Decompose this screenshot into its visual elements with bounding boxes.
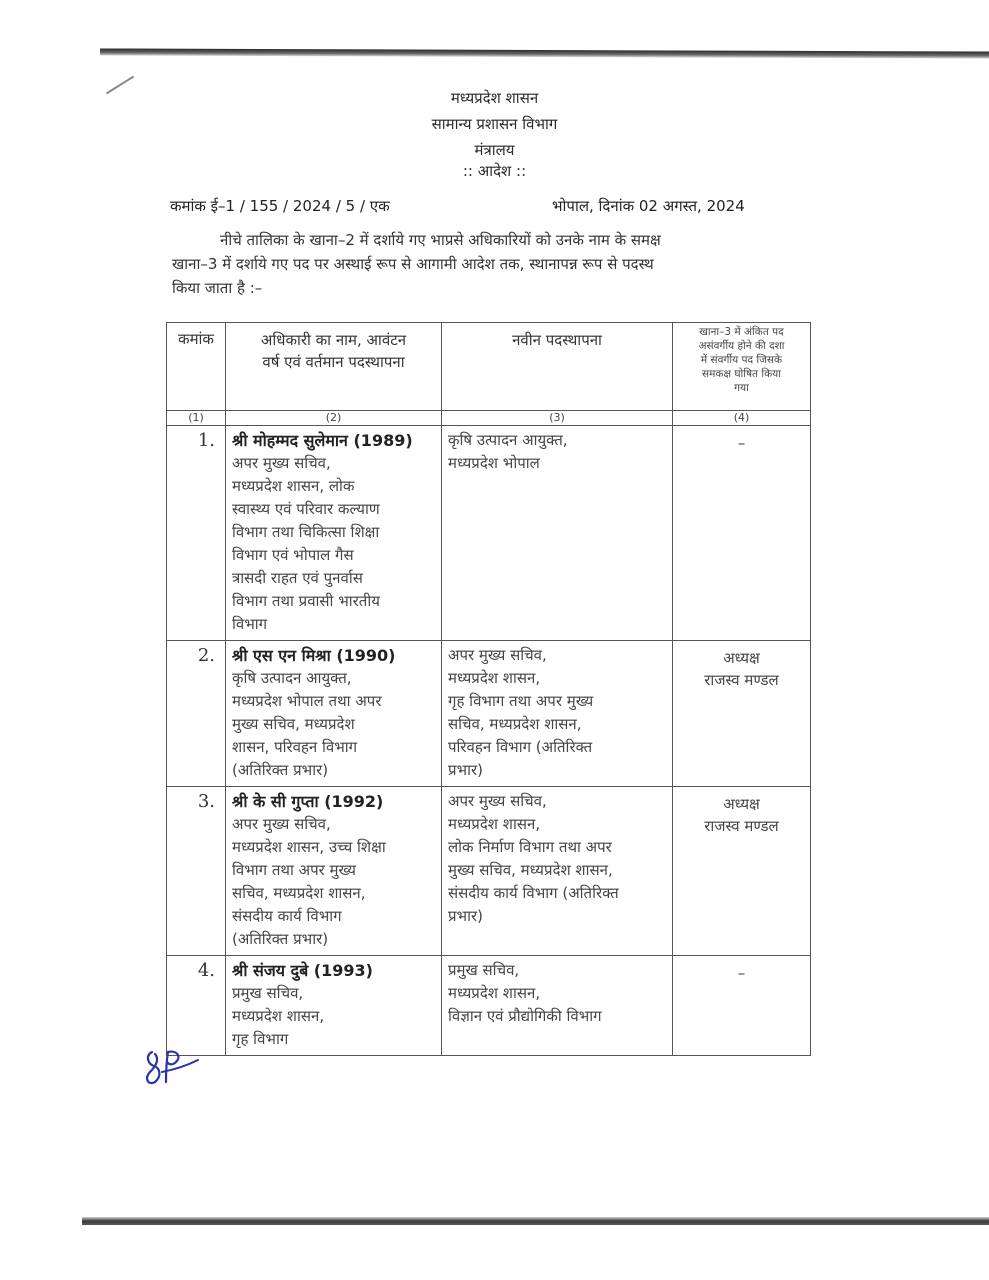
column-number: (2)	[226, 411, 442, 426]
officer-cell	[226, 956, 442, 1056]
department-name: सामान्य प्रशासन विभाग	[431, 115, 558, 133]
officer-name: श्री मोहम्मद सुलेमान (1989)	[232, 431, 413, 450]
new-post-line: मुख्य सचिव, मध्यप्रदेश शासन,	[448, 861, 613, 879]
new-posting-cell	[442, 426, 673, 641]
new-post-line: गृह विभाग तथा अपर मुख्य	[448, 692, 594, 710]
new-post-line: मध्यप्रदेश शासन,	[448, 984, 541, 1002]
intro-line: किया जाता है :–	[172, 279, 263, 297]
equivalent-cell	[673, 956, 811, 1056]
current-post-line: मध्यप्रदेश शासन, लोक	[232, 477, 355, 495]
equivalent-cell	[673, 426, 811, 641]
equivalent-line: –	[737, 434, 746, 452]
new-post-line: विज्ञान एवं प्रौद्योगिकी विभाग	[448, 1007, 602, 1025]
signature-initials	[142, 1046, 206, 1090]
new-post-line: लोक निर्माण विभाग तथा अपर	[448, 838, 612, 856]
current-post-line: संसदीय कार्य विभाग	[232, 907, 342, 925]
header-serial: कमांक	[167, 323, 226, 411]
intro-line: खाना–3 में दर्शाये गए पद पर अस्थाई रूप से आगामी आदेश तक, स्थानापन्न रूप से पदस्थ	[172, 255, 654, 273]
column-number: (4)	[673, 411, 811, 426]
officer-name: श्री एस एन मिश्रा (1990)	[232, 646, 396, 665]
equivalent-line: अध्यक्ष	[723, 649, 760, 667]
header-officer-line: वर्ष एवं वर्तमान पदस्थापना	[262, 353, 405, 371]
current-post-line: अपर मुख्य सचिव,	[232, 815, 331, 833]
order-number: कमांक ई–1 / 155 / 2024 / 5 / एक	[170, 197, 390, 215]
new-posting-cell	[442, 787, 673, 956]
header-officer-line: अधिकारी का नाम, आवंटन	[260, 331, 407, 349]
current-post-line: विभाग तथा चिकित्सा शिक्षा	[232, 523, 380, 541]
current-post-line: विभाग	[232, 615, 268, 633]
table-row	[167, 956, 811, 1056]
new-post-line: परिवहन विभाग (अतिरिक्त	[448, 738, 593, 756]
table-row	[167, 641, 811, 787]
paper-top-edge	[100, 48, 989, 58]
paper-bottom-edge	[82, 1217, 989, 1225]
officer-cell	[226, 641, 442, 787]
header-equivalent-post	[673, 323, 811, 411]
equivalent-line: राजस्व मण्डल	[704, 671, 779, 689]
current-post-line: मध्यप्रदेश शासन,	[232, 1007, 325, 1025]
order-title: :: आदेश ::	[462, 162, 527, 180]
row-serial: 4.	[167, 956, 226, 1056]
header-eq-line: गया	[734, 382, 749, 394]
current-post-line: अपर मुख्य सचिव,	[232, 454, 331, 472]
new-posting-cell	[442, 956, 673, 1056]
header-eq-line: में संवर्गीय पद जिसके	[700, 354, 783, 366]
order-place-date: भोपाल, दिनांक 02 अगस्त, 2024	[552, 197, 745, 215]
new-post-line: प्रभार)	[448, 761, 483, 779]
equivalent-cell	[673, 641, 811, 787]
equivalent-line: अध्यक्ष	[723, 795, 760, 813]
table-row	[167, 426, 811, 641]
new-post-line: सचिव, मध्यप्रदेश शासन,	[448, 715, 582, 733]
current-post-line: (अतिरिक्त प्रभार)	[232, 930, 329, 948]
current-post-line: मुख्य सचिव, मध्यप्रदेश	[232, 715, 355, 733]
new-post-line: अपर मुख्य सचिव,	[448, 792, 547, 810]
new-post-line: प्रमुख सचिव,	[448, 961, 520, 979]
officer-cell	[226, 787, 442, 956]
new-post-line: संसदीय कार्य विभाग (अतिरिक्त	[448, 884, 619, 902]
equivalent-cell	[673, 787, 811, 956]
current-post-line: त्रासदी राहत एवं पुनर्वास	[232, 569, 363, 587]
table-row	[167, 787, 811, 956]
current-post-line: सचिव, मध्यप्रदेश शासन,	[232, 884, 366, 902]
current-post-line: मध्यप्रदेश शासन, उच्च शिक्षा	[232, 838, 386, 856]
current-post-line: विभाग तथा अपर मुख्य	[232, 861, 356, 879]
current-post-line: विभाग तथा प्रवासी भारतीय	[232, 592, 380, 610]
equivalent-line: राजस्व मण्डल	[704, 817, 779, 835]
officer-name: श्री संजय दुबे (1993)	[232, 961, 373, 980]
current-post-line: विभाग एवं भोपाल गैस	[232, 546, 354, 564]
new-posting-cell	[442, 641, 673, 787]
new-post-line: मध्यप्रदेश भोपाल	[448, 454, 540, 472]
new-post-line: मध्यप्रदेश शासन,	[448, 815, 541, 833]
header-eq-line: समकक्ष घोषित किया	[702, 368, 781, 380]
current-post-line: कृषि उत्पादन आयुक्त,	[232, 669, 352, 687]
current-post-line: प्रमुख सचिव,	[232, 984, 304, 1002]
header-eq-line: खाना–3 में अंकित पद	[699, 326, 784, 338]
new-post-line: कृषि उत्पादन आयुक्त,	[448, 431, 568, 449]
column-number-row	[167, 411, 811, 426]
column-number: (1)	[167, 411, 226, 426]
header-new-posting: नवीन पदस्थापना	[442, 323, 673, 411]
posting-table	[166, 322, 811, 1056]
intro-paragraph	[172, 228, 820, 300]
new-post-line: मध्यप्रदेश शासन,	[448, 669, 541, 687]
current-post-line: गृह विभाग	[232, 1030, 289, 1048]
header-eq-line: असंवर्गीय होने की दशा	[698, 340, 785, 352]
column-number: (3)	[442, 411, 673, 426]
current-post-line: मध्यप्रदेश भोपाल तथा अपर	[232, 692, 382, 710]
header-officer	[226, 323, 442, 411]
new-post-line: प्रभार)	[448, 907, 483, 925]
officer-cell	[226, 426, 442, 641]
row-serial: 2.	[167, 641, 226, 787]
ministry-name: मंत्रालय	[474, 141, 515, 159]
officer-name: श्री के सी गुप्ता (1992)	[232, 792, 384, 811]
current-post-line: शासन, परिवहन विभाग	[232, 738, 358, 756]
intro-line: नीचे तालिका के खाना–2 में दर्शाये गए भाप्रसे अधिकारियों को उनके नाम के समक्ष	[220, 231, 661, 249]
new-post-line: अपर मुख्य सचिव,	[448, 646, 547, 664]
gov-name: मध्यप्रदेश शासन	[450, 89, 539, 107]
equivalent-line: –	[737, 964, 746, 982]
current-post-line: (अतिरिक्त प्रभार)	[232, 761, 329, 779]
current-post-line: स्वास्थ्य एवं परिवार कल्याण	[232, 500, 380, 518]
row-serial: 1.	[167, 426, 226, 641]
row-serial: 3.	[167, 787, 226, 956]
